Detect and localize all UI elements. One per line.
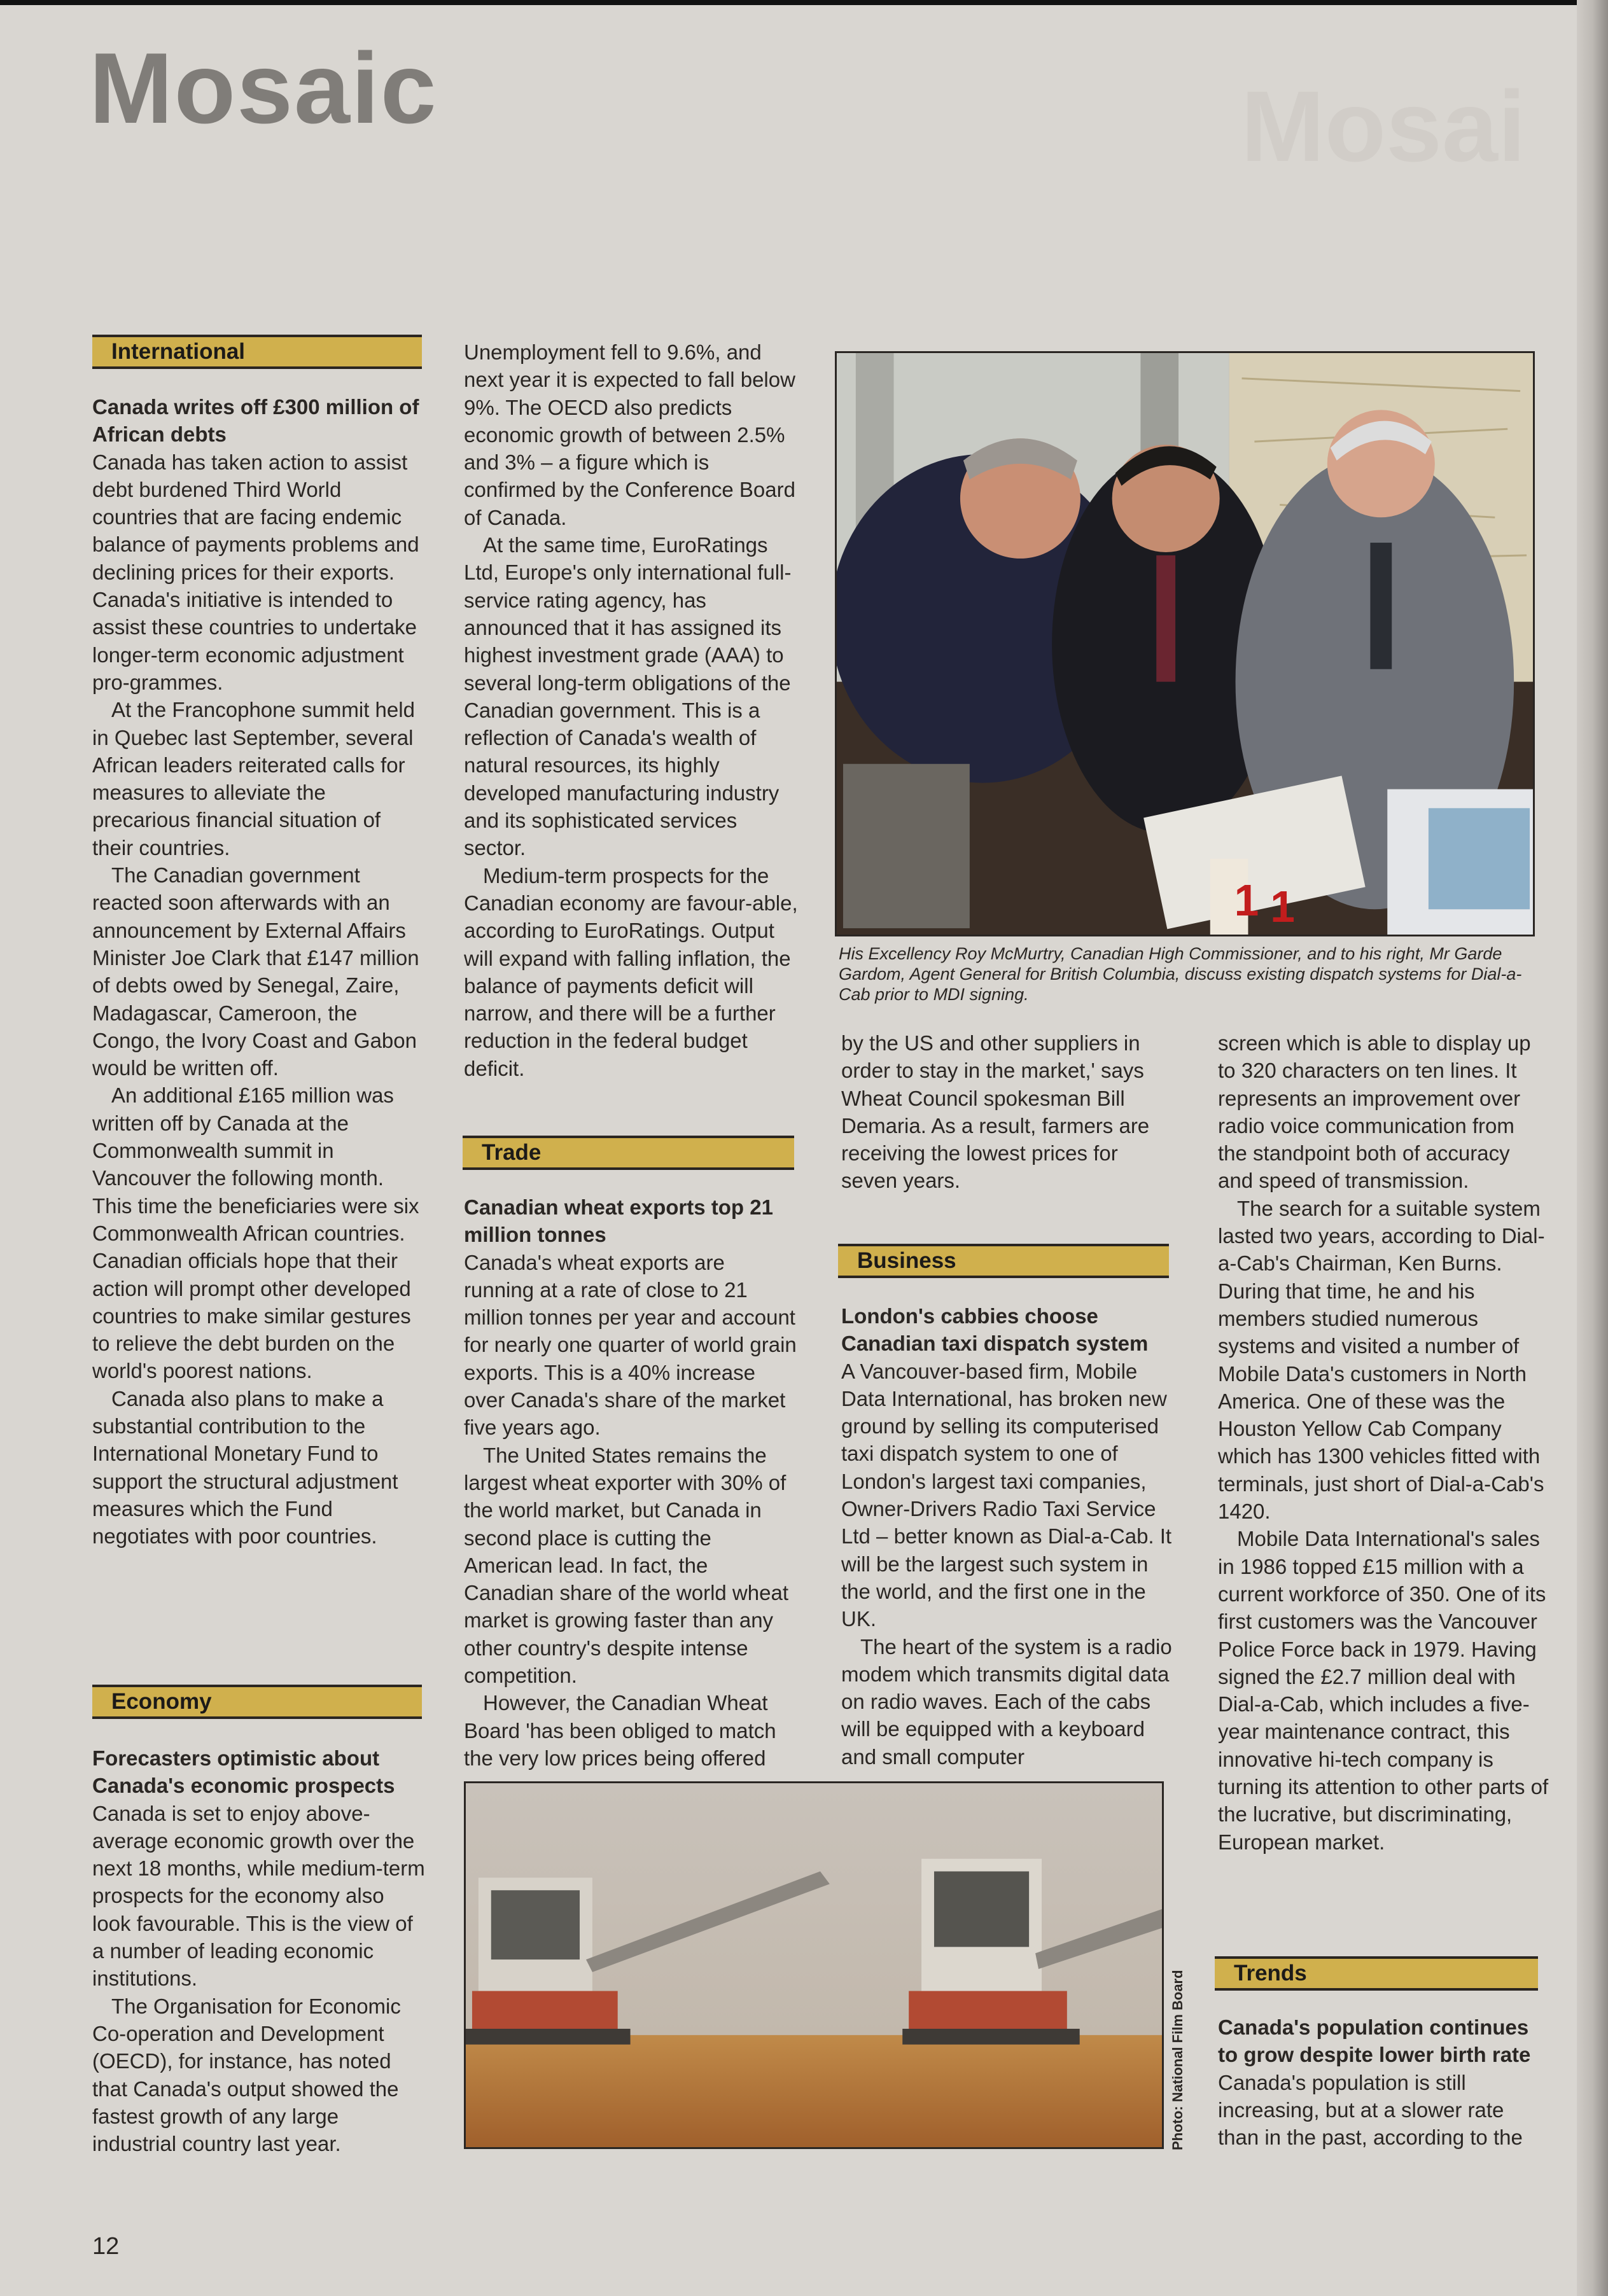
article-business-continued <box>1218 1029 1549 1856</box>
section-label: Economy <box>111 1689 212 1714</box>
article-paragraph: At the same time, EuroRatings Ltd, Europe's only international full-service rating agency, has announced that it has assigned its highest investment grade (AAA) to several long-term obligations of the Canadian government. This is a reflection of Canada's wealth of natural resources, its highly developed manufacturing industry and its sophisticated services sector. <box>464 533 792 860</box>
article-paragraph: Canada's population is still increasing, but at a slower rate than in the past, according to the <box>1218 2070 1523 2150</box>
top-edge <box>0 0 1608 5</box>
section-bar-business <box>838 1244 1169 1278</box>
harvest-photo-credit: Photo: National Film Board <box>1170 1970 1185 2150</box>
article-trends <box>1218 2014 1549 2151</box>
article-paragraph: The Canadian government reacted soon afterwards with an announcement by External Affairs Minister Joe Clark that £147 million of debts owed by Senegal, Zaire, Madagascar, Cameroon, the Congo, the Ivory Coast and Gabon would be written off. <box>92 863 419 1080</box>
facing-page-bleed-title: Mosai <box>1241 76 1526 177</box>
article-trade-continued <box>841 1029 1175 1195</box>
section-label: Trade <box>482 1140 542 1165</box>
page-number: 12 <box>92 2233 120 2260</box>
article-trade <box>464 1193 798 1772</box>
section-bar-trade <box>463 1136 794 1170</box>
page-spine-shadow <box>1577 0 1608 2296</box>
section-label: Trends <box>1234 1961 1307 1986</box>
article-paragraph: Unemployment fell to 9.6%, and next year it is expected to fall below 9%. The OECD also predicts economic growth of between 2.5% and 3% – a figure which is confirmed by the Conference Board of Canada. <box>464 340 795 529</box>
article-paragraph: A Vancouver-based firm, Mobile Data International, has broken new ground by selling its computerised taxi dispatch system to one of London's largest taxi companies, Owner-Drivers Radio Taxi Service Ltd – better known as Dial-a-Cab. It will be the largest such system in the world, and the first one in the UK. <box>841 1359 1172 1631</box>
article-paragraph: However, the Canadian Wheat Board 'has been obliged to match the very low prices being offered <box>464 1691 776 1770</box>
svg-text:1: 1 <box>1234 875 1259 926</box>
article-paragraph: The heart of the system is a radio modem which transmits digital data on radio waves. Each of the cabs will be equipped with a keyboard and small computer <box>841 1634 1172 1769</box>
meeting-photo-illustration <box>837 353 1533 935</box>
section-bar-trends <box>1215 1956 1538 1991</box>
article-paragraph: The Organisation for Economic Co-operation and Development (OECD), for instance, has noted that Canada's output showed the fastest growth of any large industrial country last year. <box>92 1994 401 2156</box>
article-paragraph: by the US and other suppliers in order to stay in the market,' says Wheat Council spokesman Bill Demaria. As a result, farmers are receiving the lowest prices for seven years. <box>841 1031 1150 1193</box>
article-headline: Canada writes off £300 million of African debts <box>92 395 419 447</box>
article-headline: Canada's population continues to grow despite lower birth rate <box>1218 2015 1531 2067</box>
article-paragraph: Canada is set to enjoy above-average economic growth over the next 18 months, while medium-term prospects for the economy also look favourable. This is the view of a number of leading economic institutions. <box>92 1801 425 1991</box>
article-business <box>841 1302 1175 1771</box>
section-bar-international <box>92 335 422 369</box>
article-paragraph: The search for a suitable system lasted two years, according to Dial-a-Cab's Chairman, Ken Burns. During that time, he and his members studied numerous systems and visited a number of Mobile Data's customers in North America. One of these was the Houston Yellow Cab Company which has 1300 vehicles fitted with terminals, just short of Dial-a-Cab's 1420. <box>1218 1196 1545 1524</box>
article-headline: Forecasters optimistic about Canada's economic prospects <box>92 1746 395 1798</box>
article-paragraph: Canada's wheat exports are running at a rate of close to 21 million tonnes per year and account for nearly one quarter of world grain exports. This is a 40% increase over Canada's share of the market five years ago. <box>464 1250 797 1440</box>
article-paragraph: screen which is able to display up to 320 characters on ten lines. It represents an improvement over radio voice communication from the standpoint both of accuracy and speed of transmission. <box>1218 1031 1531 1193</box>
article-economy-continued <box>464 338 798 1082</box>
article-paragraph: An additional £165 million was written off by Canada at the Commonwealth summit in Vancouver the following month. This time the beneficiaries were six Commonwealth African countries. Canadian officials hope that their action will prompt other developed countries to make similar gestures to relieve the debt burden on the world's poorest nations. <box>92 1083 419 1383</box>
article-international <box>92 393 426 1550</box>
article-economy <box>92 1744 426 2157</box>
section-bar-economy <box>92 1685 422 1719</box>
article-paragraph: Canada has taken action to assist debt burdened Third World countries that are facing endemic balance of payments problems and declining prices for their exports. Canada's initiative is intended to assist these countries to undertake longer-term economic adjustment pro-grammes. <box>92 450 419 694</box>
article-paragraph: Medium-term prospects for the Canadian economy are favour-able, according to EuroRatings. Output will expand with falling inflation, the balance of payments deficit will narrow, and there will be a further reduction in the federal budget deficit. <box>464 863 798 1080</box>
meeting-photo <box>835 351 1535 936</box>
article-paragraph: At the Francophone summit held in Quebec last September, several African leaders reiterated calls for measures to alleviate the precarious financial situation of their countries. <box>92 698 415 859</box>
harvest-photo <box>464 1781 1164 2149</box>
section-label: International <box>111 339 246 364</box>
page-title: Mosaic <box>89 32 438 144</box>
harvest-photo-illustration <box>466 1783 1162 2147</box>
article-paragraph: The United States remains the largest wheat exporter with 30% of the world market, but Canada in second place is cutting the American lead. In fact, the Canadian share of the world wheat market is growing faster than any other country's despite intense competition. <box>464 1443 788 1688</box>
article-paragraph: Mobile Data International's sales in 1986 topped £15 million with a current workforce of 350. One of its first customers was the Vancouver Police Force back in 1979. Having signed the £2.7 million deal with Dial-a-Cab, which includes a five-year maintenance contract, this innovative hi-tech company is turning its attention to other parts of the lucrative, but discriminating, European market. <box>1218 1527 1549 1854</box>
svg-text:1: 1 <box>1270 882 1295 932</box>
article-paragraph: Canada also plans to make a substantial contribution to the International Monetary Fund to support the structural adjustment measures which the Fund negotiates with poor countries. <box>92 1386 398 1548</box>
meeting-photo-caption: His Excellency Roy McMurtry, Canadian High Commissioner, and to his right, Mr Garde Gardom, Agent General for British Columbia, discuss existing dispatch systems for Dial-a-Cab prior to MDI signing. <box>839 944 1522 1004</box>
article-headline: London's cabbies choose Canadian taxi dispatch system <box>841 1304 1149 1356</box>
section-label: Business <box>857 1248 956 1273</box>
article-headline: Canadian wheat exports top 21 million tonnes <box>464 1195 773 1247</box>
